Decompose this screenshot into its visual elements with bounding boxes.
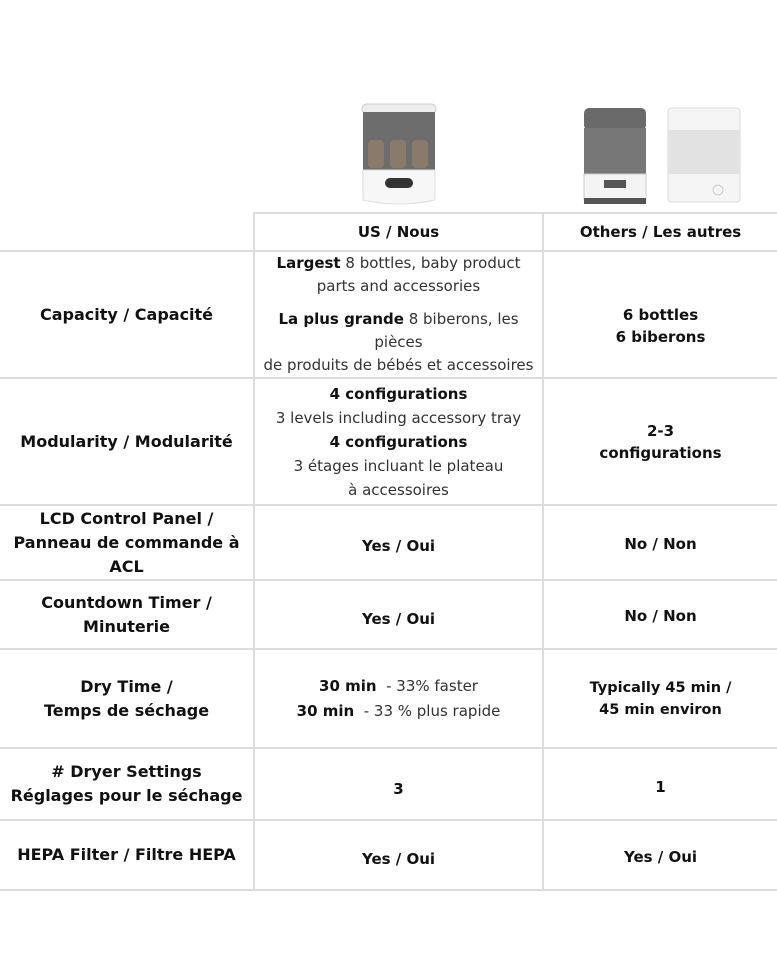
text-line: configurations [599, 443, 722, 462]
label-line: LCD Control Panel / [39, 508, 214, 528]
us-timer: Yes / Oui [361, 609, 436, 628]
others-lcd: No / Non [624, 534, 697, 553]
text-line: 3 étages incluant le plateau [293, 456, 504, 475]
label-line: Modularity / Modularité [20, 431, 233, 451]
our-sterilizer-image [358, 100, 440, 210]
label-line: Minuterie [83, 616, 170, 636]
text-line: 4 configurations [329, 432, 468, 451]
row-label-hepa [0, 821, 253, 889]
text-line: Typically 45 min / [589, 679, 732, 696]
emphasis: Largest [276, 254, 341, 272]
emphasis: 30 min [296, 701, 355, 720]
label-line: Countdown Timer / [41, 592, 212, 612]
text: 8 bottles, baby product [340, 254, 521, 272]
label-line: # Dryer Settings [51, 762, 202, 781]
us-lcd: Yes / Oui [361, 537, 436, 555]
row-label-timer [0, 581, 253, 648]
column-header-us: US / Nous [357, 223, 440, 241]
row-label-dryer-settings [0, 749, 253, 819]
text-line: 3 levels including accessory tray [275, 408, 522, 427]
competitor-sterilizers-image [578, 104, 744, 208]
us-hepa: Yes / Oui [361, 850, 436, 868]
label-line: Panneau de commande à ACL [13, 532, 240, 576]
text-line: de produits de bébés et accessoires [263, 356, 534, 374]
label-line: Capacity / Capacité [39, 304, 214, 324]
text-line [277, 252, 521, 275]
text-line [297, 699, 501, 724]
emphasis: La plus grande [278, 310, 404, 328]
us-dry-time [255, 650, 542, 747]
row-label-dry-time [0, 650, 253, 747]
text-line: 2-3 [646, 421, 675, 440]
row-label-modularity [0, 379, 253, 504]
text-line: parts and accessories [316, 277, 481, 295]
text-line: 6 bottles [622, 306, 699, 324]
text: - 33% faster [376, 676, 478, 695]
others-timer: No / Non [624, 607, 697, 625]
row-label-capacity [0, 252, 253, 377]
others-modularity [544, 379, 777, 504]
us-modularity [255, 379, 542, 504]
label-line: Dry Time / [80, 676, 173, 696]
others-capacity [544, 252, 777, 400]
text-line: 6 biberons [615, 328, 706, 346]
row-label-lcd [0, 506, 253, 579]
text-line [255, 308, 542, 354]
text-line: 45 min environ [599, 701, 722, 718]
others-dry-time [544, 650, 777, 747]
text-line: à accessoires [348, 480, 449, 499]
label-line: HEPA Filter / Filtre HEPA [17, 845, 236, 864]
text: 8 biberons, les pièces [374, 310, 519, 351]
label-line: Temps de séchage [43, 700, 210, 720]
column-header-others: Others / Les autres [579, 223, 742, 241]
others-dryer-settings: 1 [655, 778, 666, 796]
text: - 33 % plus rapide [354, 701, 501, 720]
us-dryer-settings: 3 [393, 780, 404, 798]
us-capacity [255, 252, 542, 377]
emphasis: 30 min [319, 676, 377, 695]
label-line: Réglages pour le séchage [10, 786, 243, 805]
others-hepa: Yes / Oui [623, 848, 698, 866]
text-line [319, 674, 478, 699]
text-line: 4 configurations [329, 384, 468, 403]
